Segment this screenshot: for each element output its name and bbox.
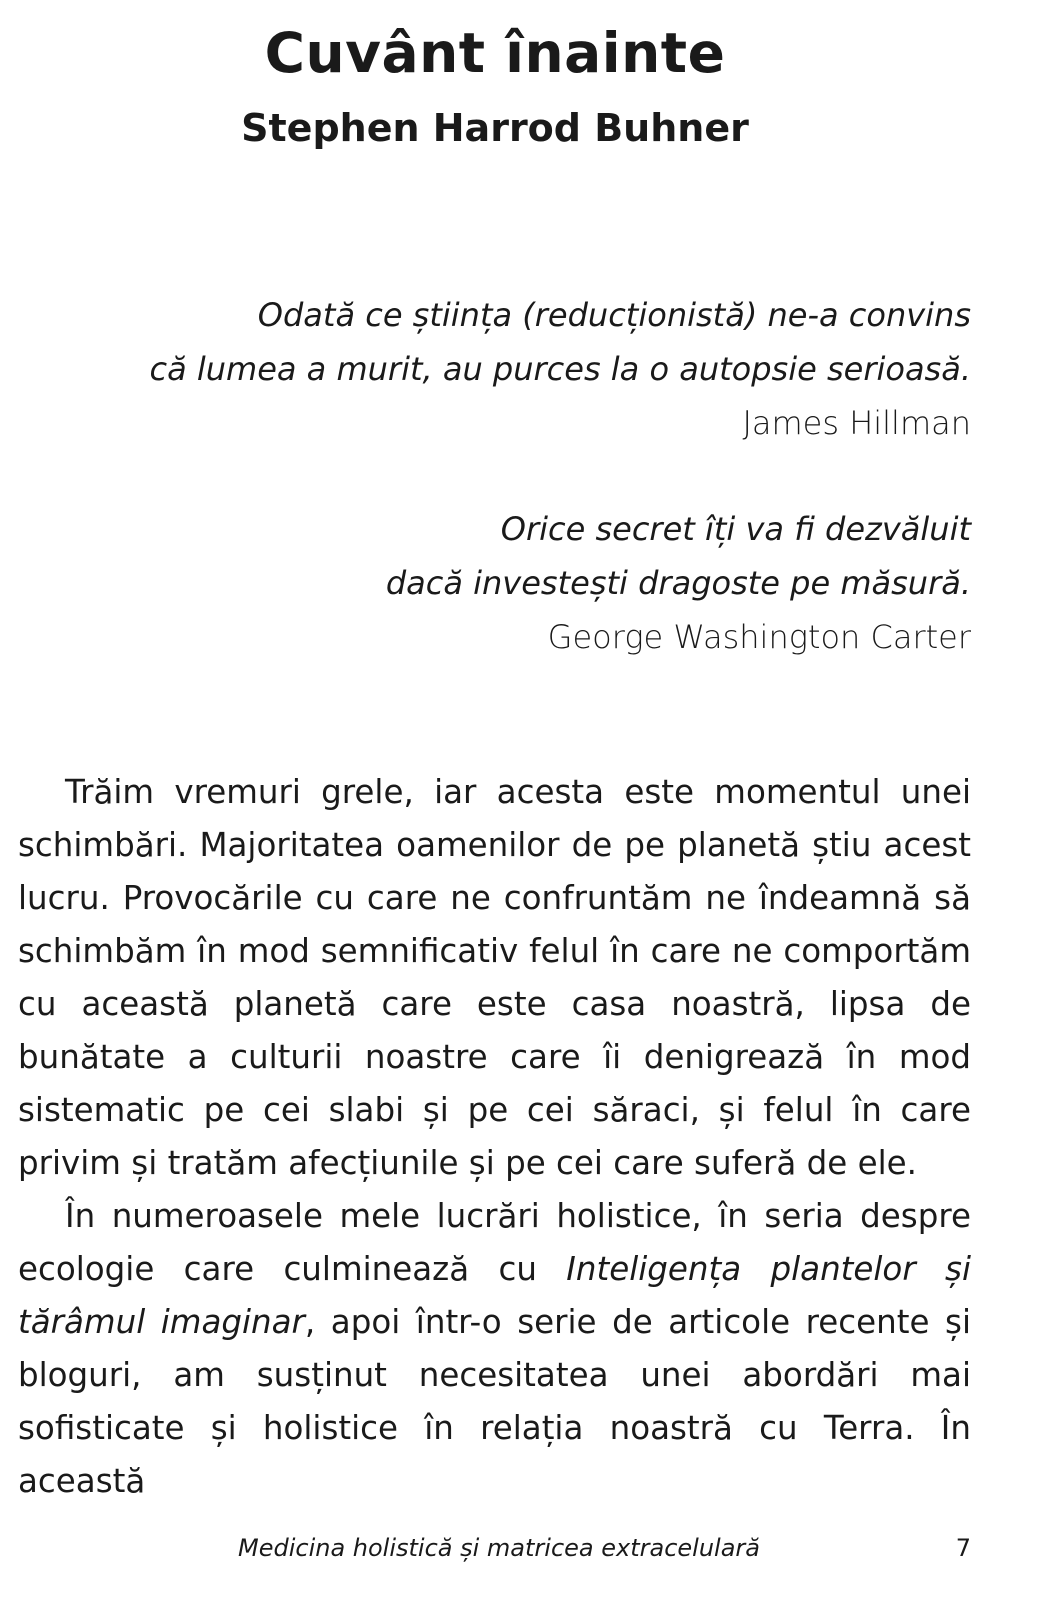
epigraph-quote-line: că lumea a murit, au purces la o autopsie serioasă.	[149, 350, 971, 388]
page-number: 7	[955, 1534, 971, 1562]
page-footer	[0, 1528, 1039, 1568]
epigraph-quote	[71, 288, 971, 396]
paragraph: Trăim vremuri grele, iar acesta este momentul unei schimbări. Majoritatea oamenilor de pe planetă știu acest lucru. Provocările cu care ne confruntăm ne îndeamnă să schimbăm în mod semnificativ felul în care ne comportăm cu această planetă care este casa noastră, lipsa de bunătate a culturii noastre care îi denigrează în mod sistematic pe cei slabi și pe cei săraci, și felul în care privim și tratăm afecțiunile și pe cei care suferă de ele.	[18, 773, 971, 1182]
book-title-italic: Inteligența plantelor și tărâmul imaginar	[18, 1250, 971, 1341]
body-text	[18, 766, 971, 1508]
paragraph-text: , apoi într-o serie de articole recente și bloguri, am susținut necesitatea unei abordări mai sofisticate și holistice în relația noastră cu Terra. În această	[18, 1303, 971, 1500]
paragraph	[18, 1190, 971, 1508]
epigraph-quote-line: dacă investești dragoste pe măsură.	[385, 564, 971, 602]
running-title: Medicina holistică și matricea extracelulară	[238, 1534, 760, 1562]
epigraph-quote-line: Orice secret îți va fi dezvăluit	[500, 510, 971, 548]
epigraph	[71, 502, 971, 664]
paragraph-text: În numeroasele mele lucrări holistice, în seria despre ecologie care culminează cu	[18, 1197, 971, 1288]
chapter-title: Cuvânt înainte	[264, 21, 726, 85]
chapter-author: Stephen Harrod Buhner	[241, 106, 749, 150]
epigraph	[71, 288, 971, 450]
epigraph-attribution: James Hillman	[742, 404, 971, 442]
epigraph-quote	[71, 502, 971, 610]
epigraph-attribution: George Washington Carter	[547, 618, 971, 656]
epigraph-quote-line: Odată ce știința (reducționistă) ne-a convins	[257, 296, 971, 334]
